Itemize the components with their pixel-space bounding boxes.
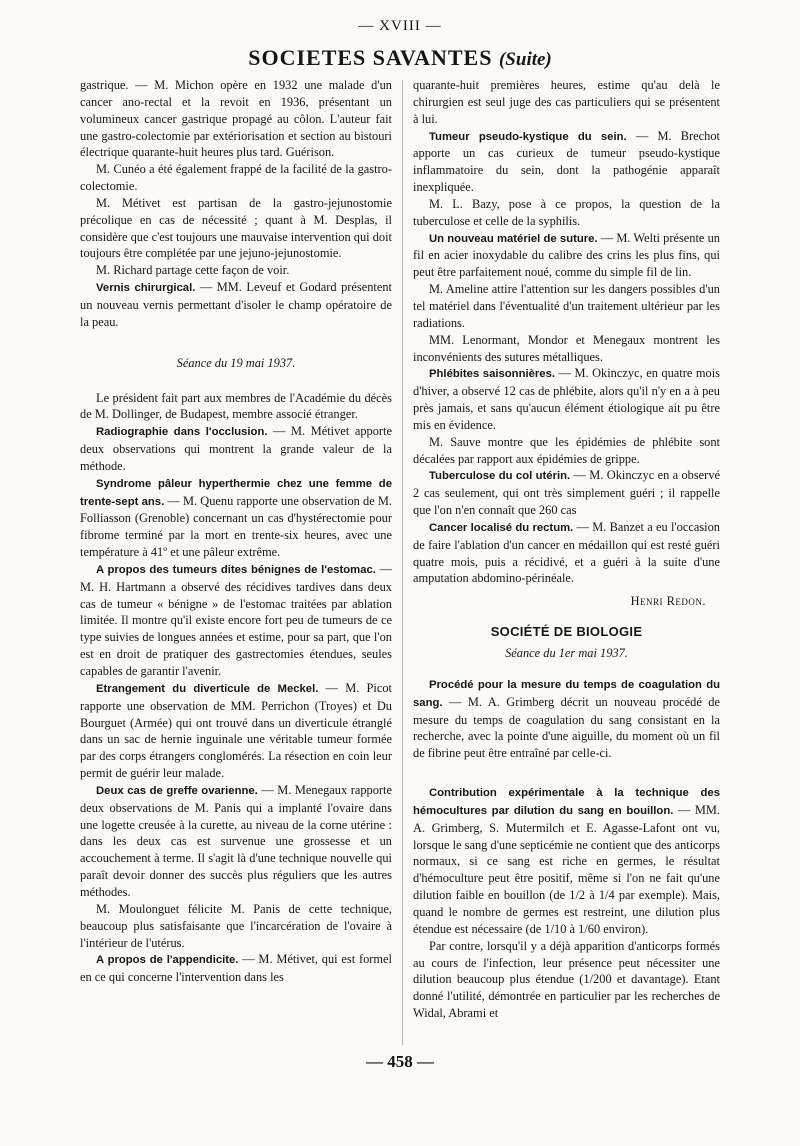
- paragraph-heading: A propos des tumeurs dites bénignes de l'estomac.: [96, 563, 376, 576]
- paragraph-heading: Deux cas de greffe ovarienne.: [96, 784, 258, 797]
- paragraph: quarante-huit premières heures, estime qu'au delà le chirurgien est seul juge des cas particuliers qui se présentent à lui.: [413, 78, 720, 126]
- paragraph: gastrique. — M. Michon opère en 1932 une malade d'un cancer ano-rectal et la revoit en 1936, présentant un volumineux cancer gastrique propagé au côlon. L'auteur fait une gastro-colectomie par extériorisation et section au bistouri électrique quarante-huit heures plus tard. Guérison.: [80, 78, 392, 160]
- paragraph-body: — M. Picot rapporte une observation de MM. Perrichon (Troyes) et Du Bourguet (Armée) qui ont trouvé dans un diverticule étranglé dans un sac de hernie inguinale une véritable tumeur formée par des corps étrangers conglomérés. La résection en coin leur permit de guérir leur malade.: [80, 680, 392, 781]
- left-column: [80, 77, 392, 1047]
- paragraph: MM. Lenormant, Mondor et Menegaux montrent les inconvénients des sutures métalliques.: [413, 332, 720, 364]
- paragraph-heading: Tuberculose du col utérin.: [429, 470, 571, 483]
- paragraph-heading: A propos de l'appendicite.: [96, 954, 239, 967]
- paragraph: [413, 365, 720, 433]
- paragraph-body: — M. Quenu rapporte une observation de M. Folliasson (Grenoble) concernant un cas d'hystérectomie pour fibrome terminé par la mort en trente-six heures, avec une température à 41º et une pâleur extrême.: [80, 493, 392, 560]
- column-divider: [402, 80, 403, 1045]
- paragraph-heading: Tumeur pseudo-kystique du sein.: [429, 130, 627, 143]
- paragraph: [80, 782, 392, 901]
- paragraph-body: — M. Welti présente un fil en acier inoxydable du calibre des crins les plus fins, qui peut être parfaitement noué, comme du simple fil de lin.: [413, 230, 720, 280]
- paragraph-body: — M. Métivet, qui est formel en ce qui concerne l'intervention dans les: [80, 952, 392, 985]
- running-head-suite: (Suite): [498, 49, 552, 70]
- paragraph: [80, 423, 392, 475]
- paragraph-body: — MM. Leveuf et Godard présentent un nouveau vernis permettant d'isoler le champ opératoire de la peau.: [80, 280, 392, 329]
- society-heading: SOCIÉTÉ DE BIOLOGIE: [490, 624, 643, 640]
- paragraph-body: — MM. A. Grimberg, S. Mutermilch et E. Agasse-Lafont ont vu, lorsque le sang d'une septicémie ne contient que des anticorps normaux, si ce sang est riche en germes, le résultat d'hémoculture peut être positif, même si l'on ne fait qu'une dilution faible en bouillon (de 1/2 à 1/4 par exemple). Mais, quand le nombre de germes est restreint, une dilution plus étendue est nécessaire (de 1/10 à 1/60 environ).: [413, 802, 720, 936]
- paragraph: M. Ameline attire l'attention sur les dangers possibles d'un tel matériel dans l'éventualité d'un traitement ultérieur par les radiations.: [413, 282, 720, 330]
- paragraph-heading: Etrangement du diverticule de Meckel.: [96, 682, 319, 695]
- paragraph: Le président fait part aux membres de l'Académie du décès de M. Dollinger, de Budapest, membre associé étranger.: [80, 390, 392, 422]
- paragraph: M. L. Bazy, pose à ce propos, la question de la tuberculose et celle de la syphilis.: [413, 196, 720, 228]
- session-date: Séance du 1er mai 1937.: [505, 646, 628, 660]
- paragraph: M. Richard partage cette façon de voir.: [96, 263, 290, 278]
- paragraph: M. Cunéo a été également frappé de la facilité de la gastro-colectomie.: [80, 162, 392, 194]
- paragraph: [80, 951, 392, 986]
- author-signature: Henri Redon.: [630, 594, 706, 609]
- paragraph-heading: Un nouveau matériel de suture.: [429, 232, 598, 245]
- paragraph-body: — M. A. Grimberg décrit un nouveau procédé de mesure du temps de coagulation du sang consistant en la recherche, avec la pointe d'une aiguille, du moment où un fil de fibrine peut être entraîné par celle-ci.: [413, 694, 720, 761]
- paragraph-heading: Radiographie dans l'occlusion.: [96, 426, 268, 439]
- session-date: Séance du 19 mai 1937.: [176, 355, 296, 370]
- roman-page-marker: — XVIII —: [358, 18, 442, 34]
- paragraph-heading: Procédé pour la mesure du temps de coagulation du sang.: [413, 678, 720, 709]
- paragraph-heading: Vernis chirurgical.: [96, 282, 196, 295]
- page-number: — 458 —: [366, 1052, 434, 1071]
- paragraph: M. Métivet est partisan de la gastro-jejunostomie précolique en cas de nécessité ; quant à M. Desplas, il considère que c'est toujours une mauvaise intervention qui doit toujours être complétée par une jejuno-jejunostomie.: [80, 195, 392, 261]
- paragraph-body: — M. Métivet apporte deux observations qui montrent la grande valeur de la méthode.: [80, 424, 392, 473]
- paragraph-body: — M. Menegaux rapporte deux observations de M. Panis qui a implanté l'ovaire dans une logette creusée à la curette, au niveau de la corne utérine : dans les deux cas est survenue une grossesse et un accouchement à terme. Il s'agit là d'une technique nouvelle qui paraît devoir donner des succès plus réguliers que les autres méthodes.: [80, 782, 392, 899]
- paragraph: [80, 475, 392, 561]
- paragraph: [80, 680, 392, 782]
- paragraph: Par contre, lorsqu'il y a déjà apparition d'anticorps formés au cours de l'infection, leur présence peut nécessiter une dilution beaucoup plus étendue (1/200 et davantage). Etant donné l'utilité, démontrée en particulier par les recherches de Widal, Abrami et: [413, 938, 720, 1021]
- paragraph-body: — M. H. Hartmann a observé des récidives tardives dans deux cas de tumeur « bénigne » de l'estomac traitées par ablation limitée. Il montre qu'il existe encore fort peu de tumeurs de ce type suivies de longues années et estime, pour sa part, que l'on est en droit de pratiquer des gastrectomies étendues, seules capables de garantir l'avenir.: [80, 561, 392, 678]
- paragraph-heading: Syndrome pâleur hyperthermie chez une femme de trente-sept ans.: [80, 477, 392, 508]
- paragraph-heading: Contribution expérimentale à la technique des hémocultures par dilution du sang en bouillon.: [413, 787, 720, 817]
- right-column: [413, 77, 720, 1047]
- paragraph: M. Sauve montre que les épidémies de phlébite sont décalées par rapport aux épidémies de grippe.: [413, 434, 720, 466]
- paragraph-body: — M. Okinczyc en a observé 2 cas seulement, qui ont très simplement guéri ; il rappelle que l'on n'en connaît que 260 cas: [413, 468, 720, 518]
- running-head-title: SOCIETES SAVANTES: [248, 45, 493, 70]
- running-head: [0, 45, 800, 71]
- paragraph: [413, 784, 720, 938]
- paragraph: [413, 676, 720, 762]
- paragraph-body: — M. Banzet a eu l'occasion de faire l'ablation d'un cancer en médaillon qui est resté guéri quatre mois, puis a récidivé, et a guéri à la suite d'une amputation abdomino-périnéale.: [413, 519, 720, 586]
- paragraph: M. Moulonguet félicite M. Panis de cette technique, beaucoup plus satisfaisante que l'incarcération de l'ovaire à l'intérieur de l'utérus.: [80, 901, 392, 950]
- paragraph: [413, 467, 720, 519]
- paragraph: [80, 279, 392, 331]
- paragraph-heading: Phlébites saisonnières.: [429, 368, 556, 381]
- paragraph-body: — M. Brechot apporte un cas curieux de tumeur pseudo-kystique inflammatoire du sein, dont la pathogénie apparaît inexpliquée.: [413, 128, 720, 195]
- paragraph: [413, 128, 720, 196]
- paragraph: [80, 561, 392, 680]
- paragraph-body: — M. Okinczyc, en quatre mois d'hiver, a observé 12 cas de phlébite, alors qu'il n'y en a à peu près jamais, et sans qu'aucun élément étiologique ait pu être mis en évidence.: [413, 366, 720, 432]
- paragraph: [413, 519, 720, 587]
- paragraph: [413, 230, 720, 282]
- paragraph-heading: Cancer localisé du rectum.: [429, 521, 574, 534]
